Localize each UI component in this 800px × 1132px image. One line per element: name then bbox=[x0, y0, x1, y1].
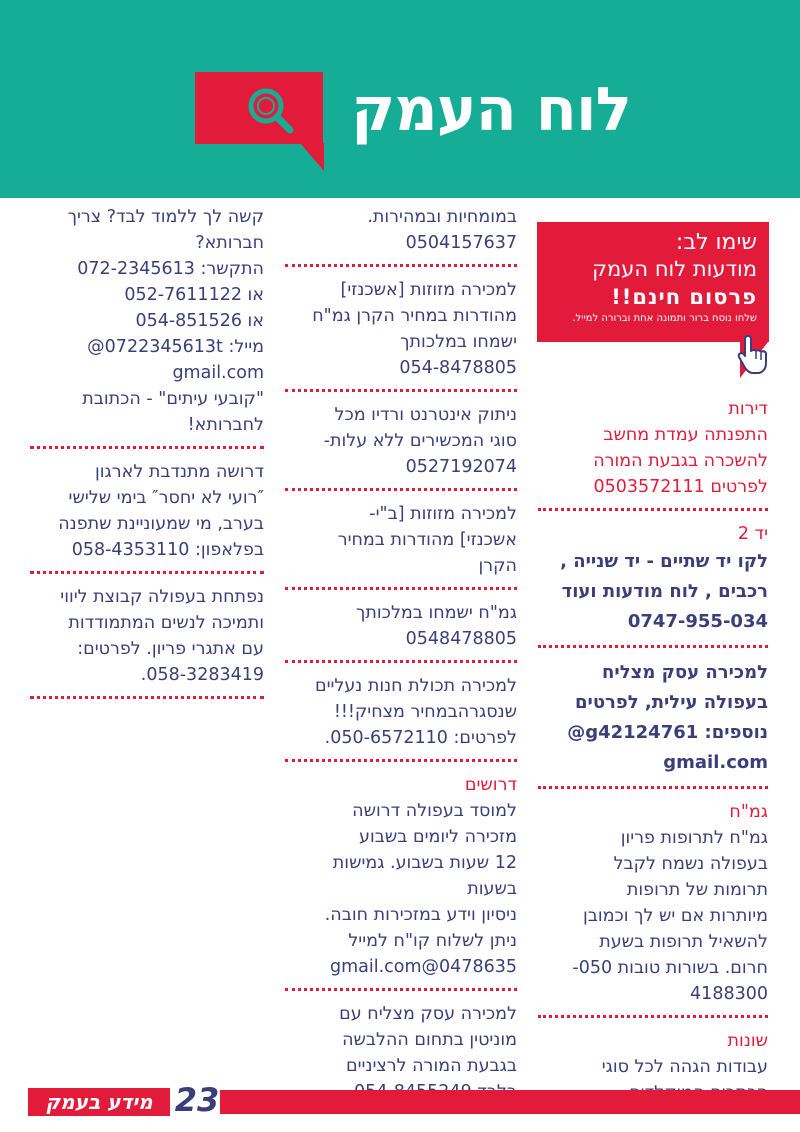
section-heading: שונות bbox=[727, 1031, 768, 1051]
middle-column bbox=[285, 200, 517, 1111]
listing-line: קשה לך ללמוד לבד? צריך bbox=[67, 207, 264, 227]
listing-line: אשכנזי] מהודרות במחיר bbox=[337, 530, 517, 550]
listing-line: שנסגרהבמחיר מצחיק!!! bbox=[333, 702, 517, 722]
listing-line: למכירה תכולת חנות נעליים bbox=[314, 676, 517, 696]
listing-line: דרושה מתנדבת לארגון bbox=[95, 462, 264, 482]
listing-line: למכירה עסק מצליח bbox=[602, 662, 768, 683]
listing-line: gmail.com bbox=[172, 363, 264, 383]
listing-item bbox=[285, 200, 517, 262]
section-heading: דרושים bbox=[464, 775, 517, 795]
listing-gemach bbox=[538, 795, 768, 1013]
left-column bbox=[30, 200, 264, 705]
listing-line: "קובעי עיתים" - הכתובת bbox=[82, 389, 264, 409]
listing-line: גמ"ח ישמחו במלכותך bbox=[356, 603, 517, 623]
listing-line: מזכירה ליומים בשבוע bbox=[359, 827, 517, 847]
listing-line: רכבים , לוח מודעות ועוד bbox=[561, 581, 768, 602]
listing-line: ניתן לשלוח קו"ח למייל bbox=[348, 931, 517, 951]
listing-line: להשאיל תרופות בשעת bbox=[599, 932, 768, 952]
listing-line: הקרן bbox=[478, 556, 517, 576]
listing-line: בגבעת המורה לרציניים bbox=[346, 1056, 517, 1076]
listing-line: בפלאפון: 058-4353110 bbox=[71, 540, 264, 560]
listing-line: 0527192074 bbox=[405, 457, 517, 477]
dotted-divider bbox=[285, 988, 517, 991]
header-banner bbox=[0, 0, 800, 198]
notice-line: שימו לב: bbox=[675, 230, 757, 255]
listing-wanted bbox=[285, 768, 517, 986]
listing-line: לפרטים 0503572111 bbox=[593, 477, 768, 497]
listing-line: חברותא? bbox=[195, 233, 264, 253]
dotted-divider bbox=[538, 645, 768, 648]
listing-line: בשעות bbox=[467, 879, 517, 899]
listing-line: מייל: 0722345613t@ bbox=[87, 337, 264, 357]
notice-line: מודעות לוח העמק bbox=[592, 257, 757, 281]
listing-line: למכירה מזוזות [ב"י- bbox=[369, 504, 517, 524]
dotted-divider bbox=[538, 1015, 768, 1018]
listing-item bbox=[285, 398, 517, 486]
footer-bar bbox=[220, 1090, 800, 1114]
listing-line: gmail.com bbox=[663, 752, 768, 773]
listing-line: התפנתה עמדת מחשב bbox=[603, 425, 768, 445]
listing-line: מוניטין בתחום ההלבשה bbox=[342, 1030, 517, 1050]
listing-line: או 052-7611122 bbox=[124, 285, 264, 305]
listing-line: נוספים: g42124761@ bbox=[567, 722, 768, 743]
listing-line: לחברותא! bbox=[187, 415, 264, 435]
notice-instructions: שלחו נוסח ברור ותמונה אחת וברורה למייל. bbox=[572, 313, 757, 324]
listing-line: גמ"ח לתרופות פריון bbox=[620, 828, 768, 848]
listing-line: 0548478805 bbox=[405, 629, 517, 649]
listing-line: לקו יד שתיים - יד שנייה , bbox=[560, 551, 768, 572]
listing-line: ניסיון וידע במזכירות חובה. bbox=[324, 905, 517, 925]
listing-line: בעפולה עילית, לפרטים bbox=[574, 692, 768, 713]
listing-line: בעפולה נשמח לקבל bbox=[613, 854, 768, 874]
dotted-divider bbox=[285, 660, 517, 663]
dotted-divider bbox=[30, 696, 264, 699]
listing-line: 054-8478805 bbox=[399, 358, 517, 378]
pointer-hand-icon bbox=[735, 335, 773, 375]
section-heading: דירות bbox=[728, 399, 768, 419]
magnifier-icon bbox=[240, 82, 300, 138]
listing-line: לפרטים: 050-6572110. bbox=[324, 728, 517, 748]
listing-line: או 054-851526 bbox=[135, 311, 264, 331]
notice-free-ad: פרסום חינם!! bbox=[611, 285, 757, 309]
listing-business bbox=[538, 654, 768, 784]
listing-line: ותמיכה לנשים המתמודדות bbox=[68, 613, 264, 633]
brand-logo: מידע בעמק bbox=[28, 1088, 170, 1116]
listing-item bbox=[30, 200, 264, 444]
listing-line: 12 שעות בשבוע. גמישות bbox=[332, 853, 517, 873]
page-number: 23 bbox=[174, 1081, 220, 1119]
listing-line: למכירה עסק מצליח עם bbox=[339, 1004, 517, 1024]
listing-line: 0747-955-034 bbox=[627, 611, 768, 632]
dotted-divider bbox=[285, 488, 517, 491]
listing-line: למכירה מזוזות [אשכנזי] bbox=[340, 280, 517, 300]
dotted-divider bbox=[285, 759, 517, 762]
dotted-divider bbox=[538, 786, 768, 789]
logo-speech-tail bbox=[300, 143, 324, 171]
listing-line: ″רועי לא יחסר″ בימי שלישי bbox=[68, 488, 264, 508]
dotted-divider bbox=[538, 508, 768, 511]
dotted-divider bbox=[285, 264, 517, 267]
section-heading: יד 2 bbox=[737, 524, 768, 544]
listing-line: ישמחו במלכותך bbox=[400, 332, 517, 352]
listing-item bbox=[30, 580, 264, 694]
listing-line: 0504157637 bbox=[405, 233, 517, 253]
listing-line: סוגי המכשירים ללא עלות- bbox=[323, 431, 517, 451]
listing-line: 058-3283419. bbox=[140, 665, 264, 685]
listing-line: עם אתגרי פריון. לפרטים: bbox=[77, 639, 264, 659]
listing-item bbox=[285, 669, 517, 757]
listing-line: 0478635@gmail.com bbox=[330, 957, 517, 977]
listing-item bbox=[285, 497, 517, 585]
listing-line: נפתחת בעפולה קבוצת ליווי bbox=[60, 587, 264, 607]
listing-line: מהודרות במחיר הקרן גמ"ח bbox=[312, 306, 517, 326]
listing-line: בערב, מי שמעוניינת שתפנה bbox=[58, 514, 264, 534]
listing-line: 4188300 bbox=[690, 984, 768, 1004]
dotted-divider bbox=[30, 446, 264, 449]
section-heading: גמ"ח bbox=[729, 802, 768, 822]
listing-apartments bbox=[538, 392, 768, 506]
right-column bbox=[538, 392, 768, 1112]
listing-yad2 bbox=[538, 517, 768, 643]
listing-line: להשכרה בגבעת המורה bbox=[593, 451, 768, 471]
listing-line: עבודות הגהה לכל סוגי bbox=[601, 1057, 768, 1077]
listing-line: תרומות של תרופות bbox=[626, 880, 768, 900]
page-title: לוח העמק bbox=[351, 75, 631, 145]
listing-line: חרום. בשורות טובות 050- bbox=[572, 958, 768, 978]
listing-line: ניתוק אינטרנט ורדיו מכל bbox=[334, 405, 517, 425]
listing-item bbox=[285, 596, 517, 658]
listing-line: במומחיות ובמהירות. bbox=[367, 207, 517, 227]
notice-box bbox=[537, 222, 769, 342]
listing-item bbox=[285, 273, 517, 387]
dotted-divider bbox=[285, 389, 517, 392]
dotted-divider bbox=[285, 587, 517, 590]
dotted-divider bbox=[30, 571, 264, 574]
listing-item bbox=[30, 455, 264, 569]
listing-line: למוסד בעפולה דרושה bbox=[352, 801, 517, 821]
listing-line: מיותרות אם יש לך וכמובן bbox=[583, 906, 768, 926]
listing-line: התקשר: 072-2345613 bbox=[77, 259, 264, 279]
